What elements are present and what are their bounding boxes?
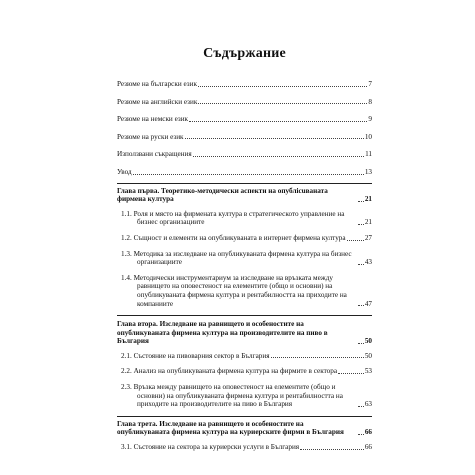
toc-entry[interactable] (117, 383, 372, 409)
toc-page-number: 50 (364, 351, 372, 360)
toc-entry[interactable] (117, 443, 372, 452)
toc-entry[interactable] (117, 352, 372, 361)
toc-entry-label: 1.1. Роля и място на фирмената култура в стратегическото управление на бизнес организациите (121, 209, 345, 227)
dot-leader (189, 121, 367, 122)
dot-leader (358, 406, 364, 407)
toc-page-number: 27 (364, 233, 372, 242)
dot-leader (133, 174, 364, 175)
toc-entry[interactable] (117, 115, 372, 124)
toc-chapter-2[interactable] (117, 320, 372, 346)
toc-chapter-3[interactable] (117, 420, 372, 437)
toc-page-number: 66 (364, 443, 372, 452)
toc-entry-label: 3.1. Състояние на сектора за куриерски услуги в България (121, 443, 300, 452)
toc-page-number: 50 (364, 337, 372, 346)
dot-leader (358, 305, 364, 306)
toc-entry[interactable] (117, 367, 372, 376)
toc-entry[interactable] (117, 150, 372, 159)
dot-leader (358, 343, 364, 344)
dot-leader (198, 103, 367, 104)
table-of-contents (117, 80, 372, 452)
dot-leader (198, 86, 367, 87)
dot-leader (271, 357, 364, 358)
toc-chapter-label: Глава първа. Теоретико-методически аспекти на опублicuваната фирмена култура (117, 186, 328, 204)
toc-page-number: 47 (364, 299, 372, 308)
toc-entry-label: Увод (117, 167, 132, 176)
toc-entry[interactable] (117, 80, 372, 89)
toc-entry[interactable] (117, 98, 372, 107)
toc-entry[interactable] (117, 274, 372, 308)
toc-page-number: 13 (364, 167, 372, 176)
toc-entry-label: 2.3. Връзка между равнището на оповестеност на елементите (общо и основни) на опубликуваната фирмена култура и рентабилността на приходите на производителите на пиво в България (121, 383, 343, 409)
toc-page-number: 63 (364, 400, 372, 409)
toc-page-number: 53 (364, 367, 372, 376)
toc-page-number: 21 (364, 218, 372, 227)
toc-page-number: 8 (368, 97, 372, 106)
page-title: Съдържание (203, 46, 286, 61)
toc-page-number: 21 (364, 195, 372, 204)
toc-entry-label: Резюме на немски език (117, 115, 189, 124)
toc-page-number: 66 (364, 428, 372, 437)
toc-chapter-1[interactable] (117, 187, 372, 204)
toc-entry[interactable] (117, 250, 372, 267)
dot-leader (358, 201, 364, 202)
toc-entry-label: 1.3. Методика за изследване на опубликуваната фирмена култура на бизнес организациите (121, 249, 352, 267)
dot-leader (358, 264, 364, 265)
toc-entry-label: Резюме на български език (117, 80, 197, 88)
toc-page-number: 43 (364, 258, 372, 267)
toc-entry-label: Резюме на руски език (117, 132, 184, 141)
toc-entry-label: 2.1. Състояние на пивоварния сектор в България (121, 351, 270, 360)
dot-leader (358, 224, 364, 225)
toc-entry[interactable] (117, 133, 372, 142)
toc-chapter-label: Глава трета. Изследване на равнището и особеностите на опубликуваната фирмена култура на куриерските фирми в България (117, 419, 344, 437)
toc-entry-label: Резюме на английски език (117, 97, 198, 106)
dot-leader (347, 240, 364, 241)
dot-leader (338, 373, 364, 374)
toc-entry-label: Използвани съкращения (117, 150, 192, 159)
toc-chapter-label: Глава втора. Изследване на равнището и особеностите на опубликуваната фирмена култура на производителите на пиво в България (117, 320, 328, 346)
dot-leader (358, 434, 364, 435)
toc-page-number: 10 (364, 132, 372, 141)
toc-entry[interactable] (117, 210, 372, 227)
section-divider (117, 183, 372, 184)
section-divider (117, 416, 372, 417)
toc-page-number: 7 (368, 80, 372, 88)
dot-leader (193, 156, 364, 157)
dot-leader (300, 449, 364, 450)
toc-page-number: 9 (368, 115, 372, 124)
toc-entry[interactable] (117, 234, 372, 243)
toc-entry-label: 2.2. Анализ на опубликуваната фирмена култура на фирмите в сектора (121, 367, 338, 376)
dot-leader (185, 138, 364, 139)
toc-entry[interactable] (117, 168, 372, 177)
toc-entry-label: 1.4. Методически инструментариум за изследване на връзката между равнището на оповестеност на елементите (общо и основни) на опубликуваната фирмена култура и рентабилността на приходите на компаниите (121, 273, 347, 308)
section-divider (117, 315, 372, 316)
toc-entry-label: 1.2. Същност и елементи на опубликуваната в интернет фирмена култура (121, 233, 346, 242)
toc-page-number: 11 (365, 150, 372, 159)
